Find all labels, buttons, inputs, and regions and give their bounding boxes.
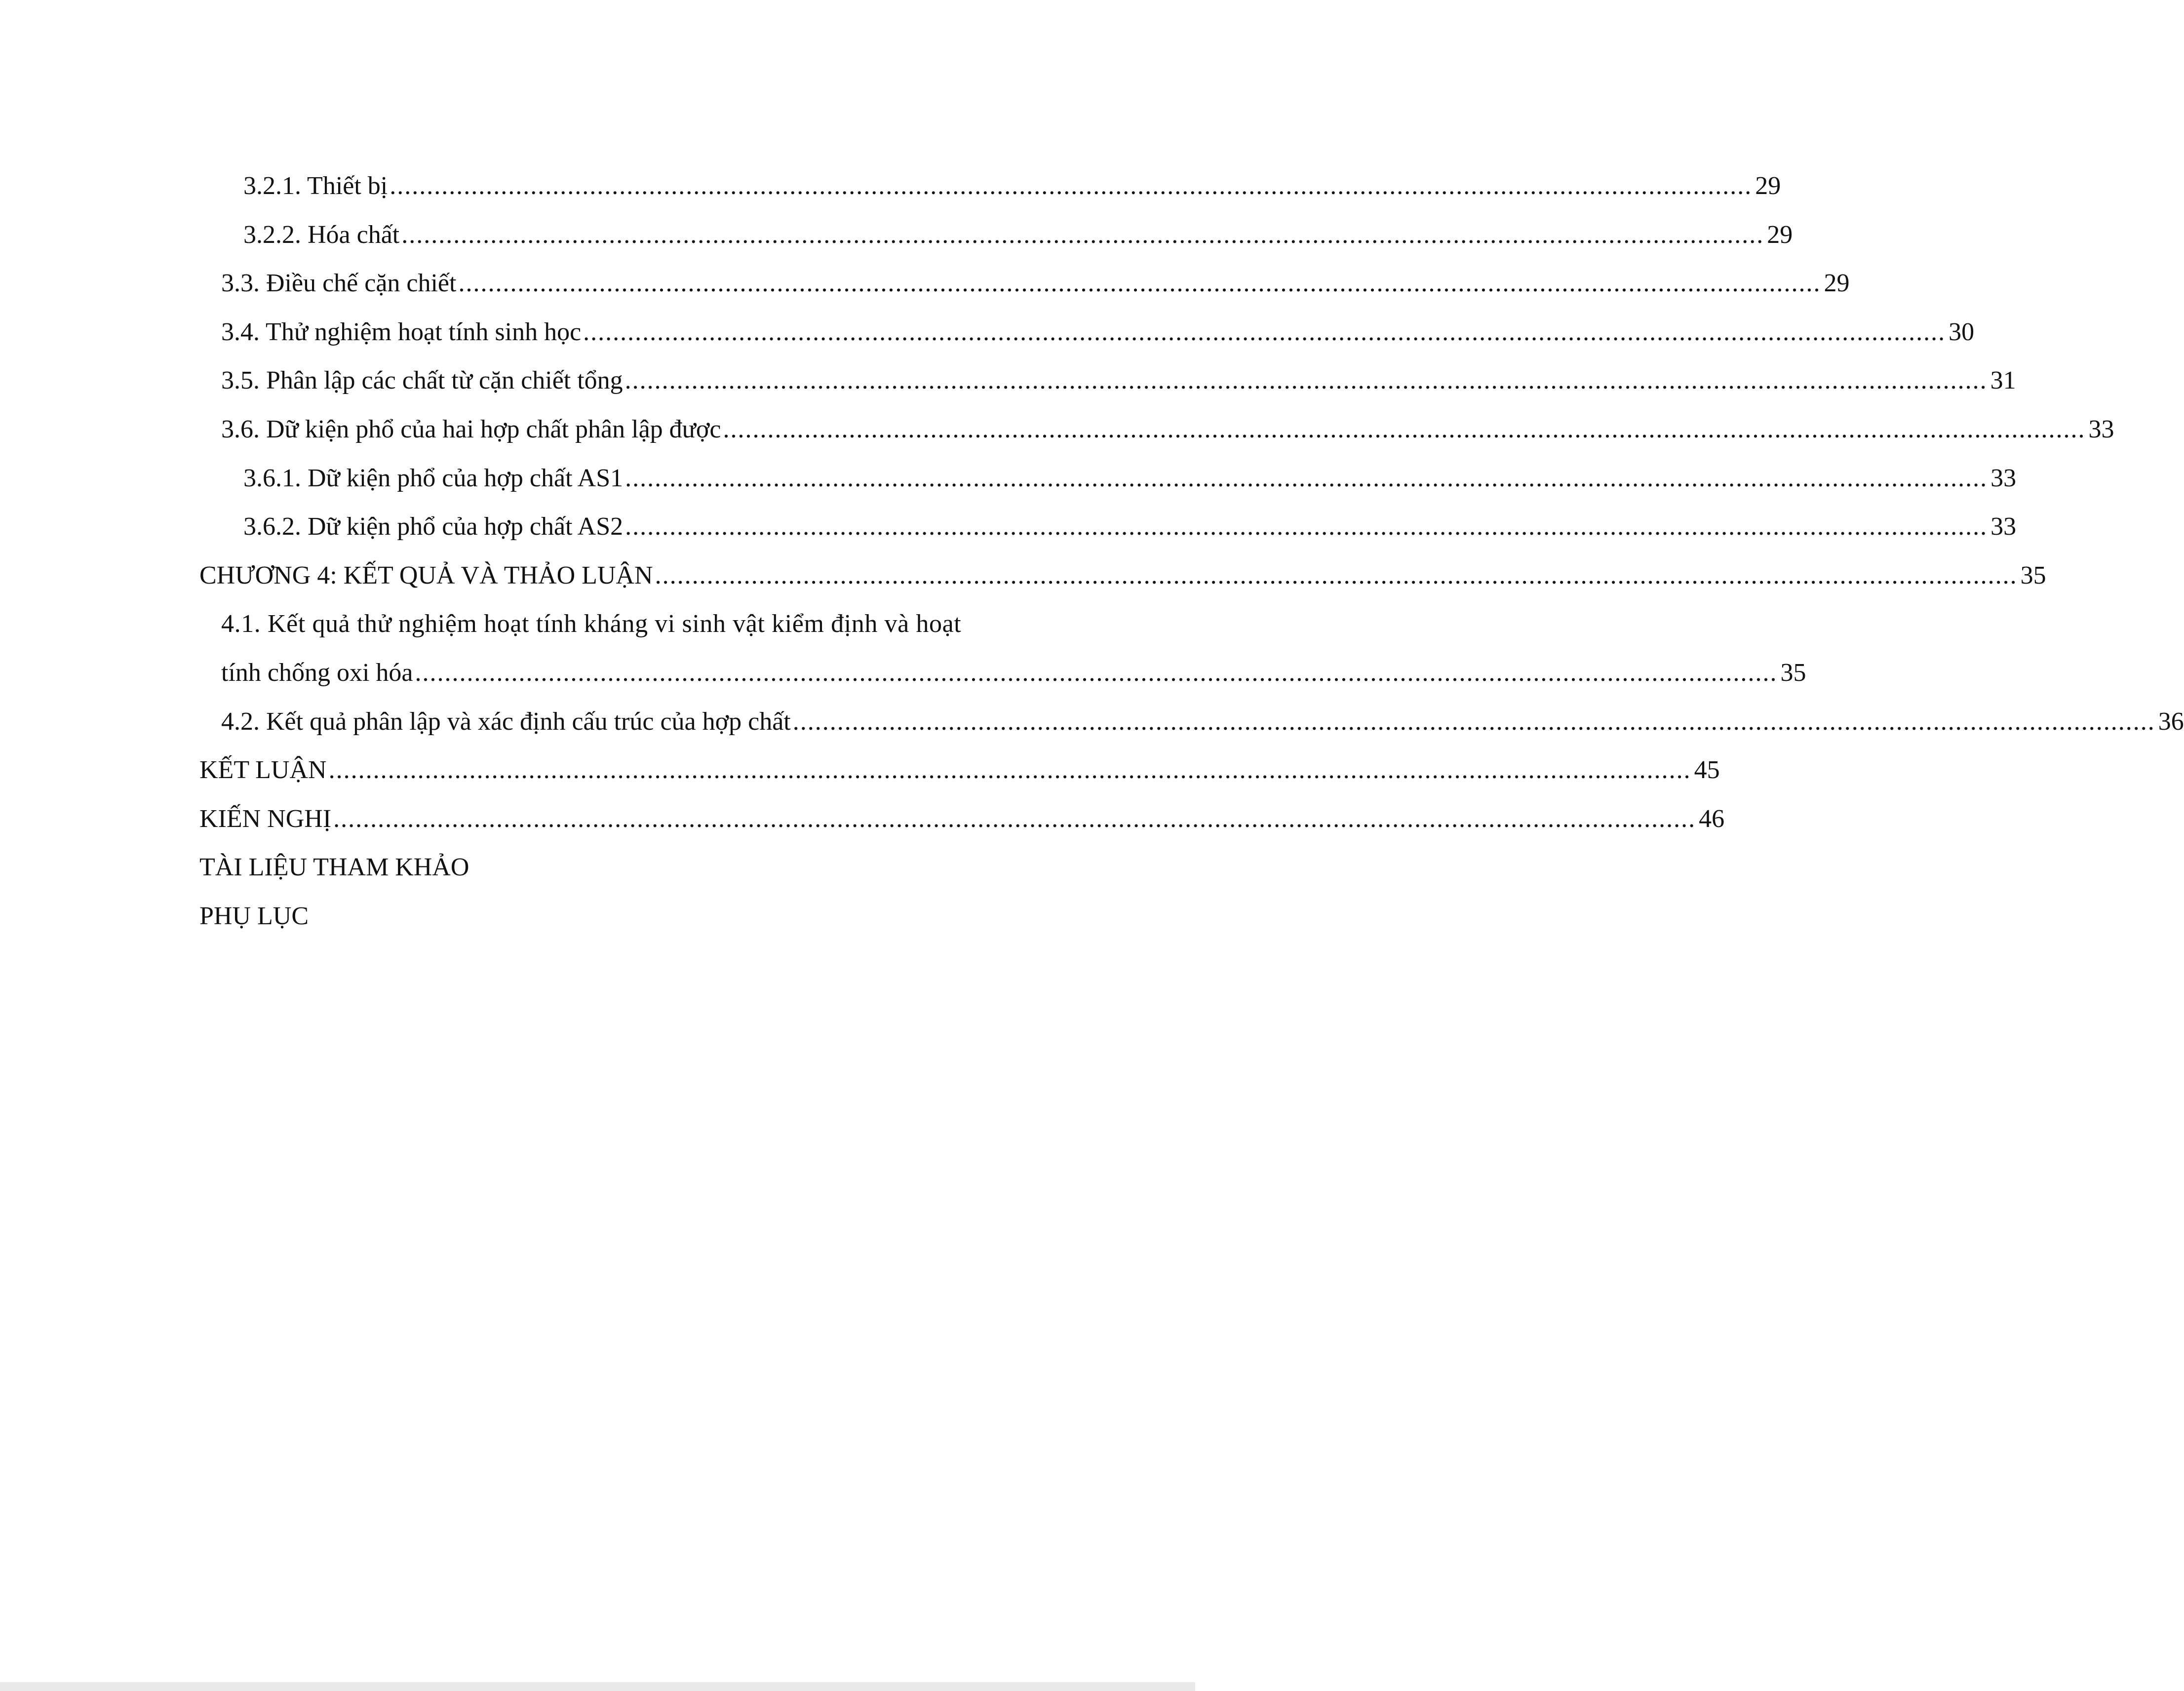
toc-entry-page: 45 bbox=[1694, 756, 1720, 785]
dot-leader: ........................................................................................................................................................................................ bbox=[624, 366, 1988, 395]
toc-entry-chapter-4 bbox=[199, 551, 2046, 600]
toc-entry-title: 3.3. Điều chế cặn chiết bbox=[221, 269, 457, 298]
toc-entry-3-6-1 bbox=[199, 454, 2017, 503]
toc-entry-page: 33 bbox=[2088, 415, 2114, 443]
toc-entry-title: KIẾN NGHỊ bbox=[199, 804, 332, 833]
toc-entry-4-1-line1 bbox=[199, 600, 1082, 649]
toc-entry-title: 3.6.1. Dữ kiện phổ của hợp chất AS1 bbox=[243, 464, 624, 492]
toc-entry-page: 33 bbox=[1990, 512, 2017, 541]
dot-leader: ........................................................................................................................................................................................ bbox=[655, 561, 2018, 590]
toc-entry-3-2-2 bbox=[199, 211, 1793, 260]
toc-entry-title: 3.6. Dữ kiện phổ của hai hợp chất phân lập được bbox=[221, 415, 721, 443]
dot-leader: ........................................................................................................................................................................................ bbox=[415, 658, 1778, 687]
table-of-contents bbox=[199, 162, 2184, 941]
dot-leader: ........................................................................................................................................................................................ bbox=[328, 756, 1691, 785]
toc-entry-page: 31 bbox=[1990, 366, 2016, 395]
toc-entry-title: 3.6.2. Dữ kiện phổ của hợp chất AS2 bbox=[243, 512, 624, 541]
toc-entry-page: 29 bbox=[1767, 220, 1793, 249]
toc-entry-3-5 bbox=[199, 356, 2016, 405]
toc-entry-page: 35 bbox=[2020, 561, 2046, 590]
toc-entry-kien-nghi bbox=[199, 795, 1725, 844]
toc-entry-title: tính chống oxi hóa bbox=[221, 658, 413, 687]
dot-leader: ........................................................................................................................................................................................ bbox=[390, 172, 1753, 200]
toc-entry-page: 35 bbox=[1780, 658, 1806, 687]
toc-entry-page: 30 bbox=[1949, 317, 1975, 346]
toc-entry-title: 3.2.2. Hóa chất bbox=[243, 220, 400, 249]
dot-leader: ........................................................................................................................................................................................ bbox=[401, 220, 1764, 249]
toc-entry-3-2-1 bbox=[199, 162, 1781, 211]
dot-leader: ........................................................................................................................................................................................ bbox=[625, 464, 1988, 492]
dot-leader: ........................................................................................................................................................................................ bbox=[723, 415, 2086, 443]
toc-entry-title: PHỤ LỤC bbox=[199, 902, 309, 930]
dot-leader: ........................................................................................................................................................................................ bbox=[583, 317, 1946, 346]
dot-leader: ........................................................................................................................................................................................ bbox=[333, 804, 1696, 833]
toc-entry-3-6-2 bbox=[199, 503, 2017, 551]
toc-entry-tai-lieu-tham-khao bbox=[199, 843, 1082, 892]
toc-entry-page: 29 bbox=[1824, 269, 1850, 298]
toc-entry-page: 29 bbox=[1755, 172, 1781, 200]
toc-entry-phu-luc bbox=[199, 892, 1082, 941]
toc-entry-page: 36 bbox=[2158, 707, 2184, 736]
toc-entry-title: TÀI LIỆU THAM KHẢO bbox=[199, 853, 469, 882]
page-bottom-edge bbox=[0, 1682, 1195, 1691]
toc-entry-title-line1: 4.1. Kết quả thử nghiệm hoạt tính kháng vi sinh vật kiểm định và hoạt bbox=[221, 610, 962, 638]
toc-entry-title: 3.5. Phân lập các chất từ cặn chiết tổng bbox=[221, 366, 623, 395]
toc-entry-title: 3.4. Thử nghiệm hoạt tính sinh học bbox=[221, 317, 582, 346]
toc-entry-3-6 bbox=[199, 405, 2114, 454]
dot-leader: ........................................................................................................................................................................................ bbox=[792, 707, 2155, 736]
toc-entry-4-1 bbox=[199, 649, 1806, 698]
toc-entry-title: KẾT LUẬN bbox=[199, 756, 327, 785]
toc-entry-ket-luan bbox=[199, 746, 1720, 795]
toc-entry-4-2 bbox=[199, 698, 2184, 747]
dot-leader: ........................................................................................................................................................................................ bbox=[458, 269, 1821, 298]
toc-entry-title: 4.2. Kết quả phân lập và xác định cấu trúc của hợp chất bbox=[221, 707, 791, 736]
dot-leader: ........................................................................................................................................................................................ bbox=[625, 512, 1988, 541]
toc-entry-title: CHƯƠNG 4: KẾT QUẢ VÀ THẢO LUẬN bbox=[199, 561, 653, 590]
toc-entry-3-3 bbox=[199, 259, 1850, 308]
toc-entry-page: 46 bbox=[1699, 804, 1725, 833]
toc-entry-3-4 bbox=[199, 308, 1975, 357]
toc-entry-title: 3.2.1. Thiết bị bbox=[243, 172, 388, 200]
toc-entry-page: 33 bbox=[1990, 464, 2017, 492]
